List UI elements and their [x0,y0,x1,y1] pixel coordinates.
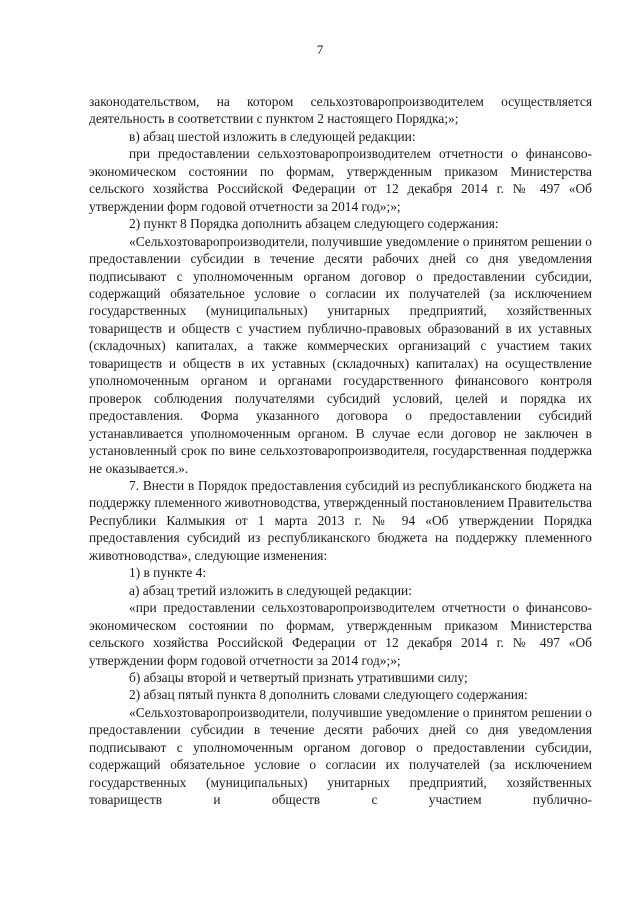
paragraph: «Сельхозтоваропроизводители, получившие уведомление о принятом решении о предоставлении субсидии в течение десяти рабочих дней со дня уведомления подписывают с уполномоченным органом договор о предоставлении субсидии, содержащий обязательное условие о согласии их получателей (за исключением государственных (муниципальных) унитарных предприятий, хозяйственных товариществ и обществ с участием публично-правовых образований в их уставных (складочных) капиталах, а также коммерческих организаций с участием таких товариществ и обществ в их уставных (складочных) капиталах) на осуществление уполномоченным органом и органами государственного финансового контроля проверок соблюдения получателями субсидий условий, целей и порядка их предоставления. Форма указанного договора о предоставлении субсидий устанавливается уполномоченным органом. В случае если договор не заключен в установленный срок по вине сельхозтоваропроизводителя, государственная поддержка не оказывается.». [89,233,592,476]
paragraph: при предоставлении сельхозтоваропроизводителем отчетности о финансово-экономическом состоянии по формам, утвержденным приказом Министерства сельского хозяйства Российской Федерации от 12 декабря 2014 г. № 497 «Об утверждении форм годовой отчетности за 2014 год»;»; [89,146,592,214]
paragraph: «Сельхозтоваропроизводители, получившие уведомление о принятом решении о предоставлении субсидии в течение десяти рабочих дней со дня уведомления подписывают с уполномоченным органом договор о предоставлении субсидии, содержащий обязательное условие о согласии их получателей (за исключением государственных (муниципальных) унитарных предприятий, хозяйственных товариществ и обществ с участием публично- [89,704,592,808]
paragraph: 1) в пункте 4: [129,565,207,581]
document-body [89,93,592,809]
paragraph: 2) пункт 8 Порядка дополнить абзацем следующего содержания: [129,216,499,232]
paragraph: 2) абзац пятый пункта 8 дополнить словами следующего содержания: [129,687,528,703]
paragraph: а) абзац третий изложить в следующей редакции: [129,582,412,598]
paragraph: в) абзац шестой изложить в следующей редакции: [129,128,416,144]
paragraph: «при предоставлении сельхозтоваропроизводителем отчетности о финансово-экономическом состоянии по формам, утвержденным приказом Министерства сельского хозяйства Российской Федерации от 12 декабря 2014 г. № 497 «Об утверждении форм годовой отчетности за 2014 год»;»; [89,600,592,668]
paragraph: б) абзацы второй и четвертый признать утратившими силу; [129,669,468,685]
paragraph: 7. Внести в Порядок предоставления субсидий из республиканского бюджета на поддержку племенного животноводства, утвержденный постановлением Правительства Республики Калмыкия от 1 марта 2013 г. № 94 «Об утверждении Порядка предоставления субсидий из республиканского бюджета на поддержку племенного животноводства», следующие изменения: [89,477,592,563]
paragraph: законодательством, на котором сельхозтоваропроизводителем осуществляется деятельность в соответствии с пунктом 2 настоящего Порядка;»; [89,94,592,127]
page-number: 7 [316,42,324,57]
